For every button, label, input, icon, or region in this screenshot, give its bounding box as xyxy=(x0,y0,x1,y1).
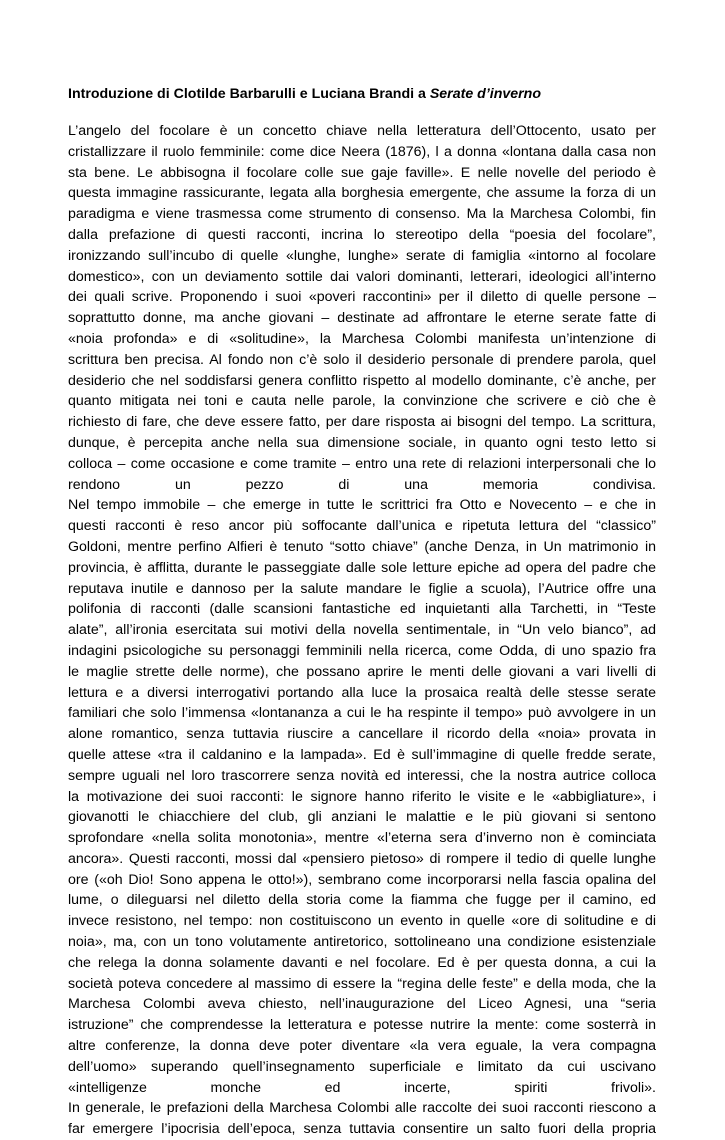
text-line: soprattutto donne, ma anche giovani – destinate ad affrontare le eterne serate fatte di xyxy=(68,310,656,327)
title-work: Serate d’inverno xyxy=(429,86,542,102)
text-line: società poteva concedere al massimo di essere la “regina delle feste” e della moda, che la xyxy=(68,975,656,992)
text-line: che relega la donna solamente davanti e nel focolare. Ed è per questa donna, a cui la xyxy=(68,954,656,971)
text-line: In generale, le prefazioni della Marchesa Colombi alle raccolte dei suoi racconti riescono a xyxy=(68,1100,656,1117)
text-line: indagini psicologiche su personaggi femminili nella ricerca, come Odda, di uno spazio fra xyxy=(68,642,656,659)
text-line: richiesto di fare, che deve essere fatto, per dare risposta ai bisogni del tempo. La scrittura, xyxy=(68,414,656,431)
text-line: questa immagine rassicurante, legata alla borghesia emergente, che assume la forza di un xyxy=(68,185,656,202)
text-line: lume, o dileguarsi nel diletto della storia come la fiamma che fugge per il camino, ed xyxy=(68,892,656,909)
text-line: dei quali scrive. Proponendo i suoi «poveri raccontini» per il diletto di quelle persone – xyxy=(68,289,656,306)
text-line: cristallizzare il ruolo femminile: come dice Neera (1876), l a donna «lontana dalla casa non xyxy=(68,143,656,160)
text-line: scrittura ben precisa. Al fondo non c’è solo il desiderio personale di prendere parola, quel xyxy=(68,351,656,368)
text-line: alone romantico, senza tuttavia riuscire a cancellare il ricordo della «noia» provata in xyxy=(68,726,656,743)
text-line: quelle attese «tra il caldanino e la lampada». Ed è sull’immagine di quelle fredde serate, xyxy=(68,746,656,763)
text-line: sprofondare «nella solita monotonia», mentre «l’eterna sera d’inverno non è cominciata xyxy=(68,830,656,847)
text-line: alate”, all’ironia esercitata sui motivi della novella sentimentale, in “Un velo bianco”, ad xyxy=(68,622,656,639)
text-line: la motivazione dei suoi racconti: le signore hanno riferito le visite e le «abbigliature», i xyxy=(68,788,656,805)
text-line: lettura e a diversi interrogativi portando alla luce la prosaica realtà delle stesse serate xyxy=(68,684,656,701)
text-line: giovanotti le chiacchiere del club, gli anziani le malattie e le più giovani si sentono xyxy=(68,809,656,826)
text-line: le maglie strette delle norme), che possano aprire le menti delle giovani a vari livelli di xyxy=(68,663,656,680)
document-page xyxy=(68,84,656,1140)
text-line: L’angelo del focolare è un concetto chiave nella letteratura dell’Ottocento, usato per xyxy=(68,123,656,139)
text-line: polifonia di racconti (dalle scansioni fantastiche ed inquietanti alla Tarchetti, in “Teste xyxy=(68,601,656,618)
text-line: familiari che solo l’immensa «lontananza a cui le ha respinte il tempo» può avvolgere in un xyxy=(68,705,656,722)
text-line: desiderio che nel soddisfarsi genera conflitto rispetto al modello dominante, c’è anche, per xyxy=(68,372,656,389)
text-line: sta bene. Le abbisogna il focolare colle sue gaje faville». E nelle novelle del periodo è xyxy=(68,164,656,181)
text-line: colloca – come occasione e come tramite – entro una rete di relazioni interpersonali che lo xyxy=(68,455,656,472)
title-prefix: Introduzione di Clotilde Barbarulli e Luciana Brandi a xyxy=(68,86,430,102)
text-line: sempre uguali nel loro trascorrere senza novità ed interessi, che la nostra autrice colloca xyxy=(68,767,656,784)
text-line: quanto mitigata nei toni e cauta nelle parole, la convinzione che scrivere e ciò che è xyxy=(68,393,656,410)
text-line: rendono un pezzo di una memoria condivisa. xyxy=(68,476,656,493)
text-line: altre conferenze, la donna deve poter diventare «la vera eguale, la vera compagna xyxy=(68,1038,656,1055)
text-line: ancora». Questi racconti, mossi dal «pensiero pietoso» di rompere il tedio di quelle lunghe xyxy=(68,850,656,867)
text-line: noia», ma, con un tono volutamente antiretorico, sottolineano una condizione esistenziale xyxy=(68,934,656,951)
text-line: Goldoni, mentre perfino Alfieri è tenuto “sotto chiave” (anche Denza, in Un matrimonio in xyxy=(68,538,656,555)
text-line: «intelligenze monche ed incerte, spiriti frivoli». xyxy=(68,1079,656,1096)
text-line: domestico», con un deviamento sottile dai valori dominanti, letterari, ideologici all’interno xyxy=(68,268,656,285)
text-line: istruzione” che comprendesse la letteratura e potesse nutrire la mente: come sosterrà in xyxy=(68,1017,656,1034)
text-line: ore («oh Dio! Sono appena le otto!»), sembrano come incorporarsi nella fascia opalina del xyxy=(68,871,656,888)
text-line: Nel tempo immobile – che emerge in tutte le scrittrici fra Otto e Novecento – e che in xyxy=(68,497,656,514)
document-title xyxy=(68,84,656,105)
text-line: invece resistono, nel tempo: non costituiscono un evento in quelle «ore di solitudine e di xyxy=(68,913,656,930)
text-line: «noia profonda» e di «solitudine», la Marchesa Colombi manifesta un’intenzione di xyxy=(68,330,656,347)
text-line: paradigma e viene trasmessa come strumento di consenso. Ma la Marchesa Colombi, fin xyxy=(68,206,656,223)
text-line: Marchesa Colombi aveva chiesto, nell’inaugurazione del Liceo Agnesi, una “seria xyxy=(68,996,656,1013)
body-text xyxy=(68,121,656,1140)
text-line: provincia, è afflitta, durante le passeggiate dalle sole letture epiche ad opera del padre che xyxy=(68,559,656,576)
text-line: dalla prefazione di questi racconti, incrina lo stereotipo della “poesia del focolare”, xyxy=(68,226,656,243)
text-line: reputava inutile e dannoso per la salute mandare le figlie a scuola), l’Autrice offre una xyxy=(68,580,656,597)
text-line: far emergere l’ipocrisia dell’epoca, senza tuttavia consentire un salto fuori della propria xyxy=(68,1121,656,1138)
text-line: questi racconti è reso ancor più soffocante dall’unica e ripetuta lettura del “classico” xyxy=(68,518,656,535)
text-line: ironizzando sull’incubo di quelle «lunghe, lunghe» serate di famiglia «intorno al focolare xyxy=(68,247,656,264)
text-line: dunque, è percepita anche nella sua dimensione sociale, in quanto ogni testo letto si xyxy=(68,434,656,451)
text-line: dell’uomo» superando quell’insegnamento superficiale e limitato da cui uscivano xyxy=(68,1058,656,1075)
